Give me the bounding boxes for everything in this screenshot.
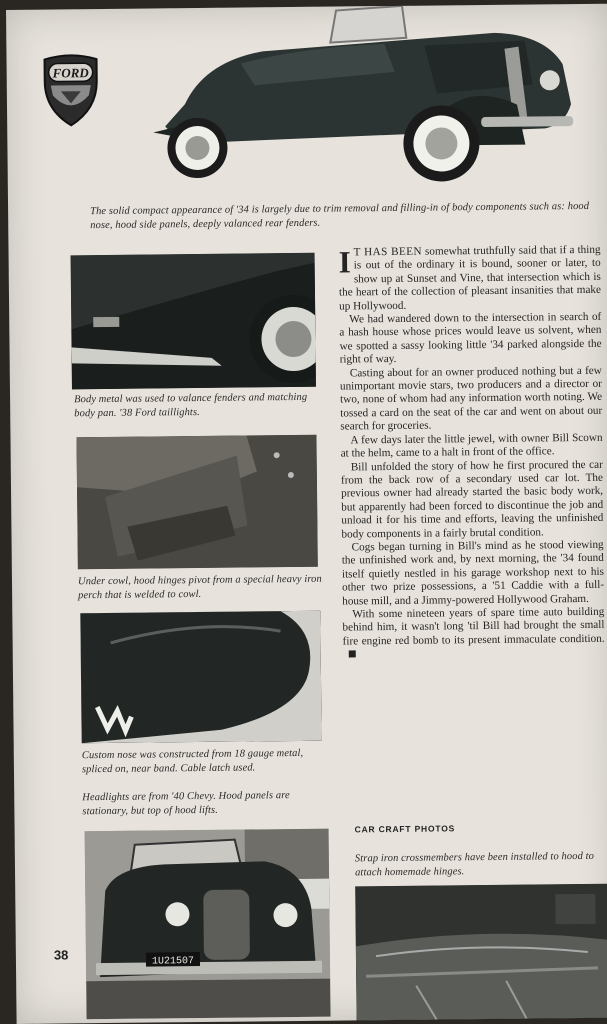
article-paragraph-5: Bill unfolded the story of how he first procured the car from the back row of a secondary used car lot. The previous owner had already started the basic body work, but apparently had been forced to discontinue the job and unload it for his time and efforts, leaving the unfinished body components in a fairly brutal condition. (340, 458, 604, 541)
article-paragraph-2: We had wandered down to the intersection in search of a hash house whose prices would leave us solvent, when we spotted a sassy looking little '34 parked alongside the right of way. (339, 310, 602, 366)
article-paragraph-1: I T HAS BEEN somewhat truthfully said that if a thing is out of the ordinary it is bound, sooner or later, to show up at Sunset and Vine, that intersection which is the heart of the collection of pleasant insanities that make up Hollywood. (338, 243, 602, 313)
front-caption: Headlights are from '40 Chevy. Hood panels are stationary, but top of hood lifts. (82, 790, 290, 818)
nose-caption: Custom nose was constructed from 18 gauge metal, spliced on, near band. Cable latch used. (81, 747, 304, 776)
hood-photo (355, 884, 607, 1021)
article-body (338, 244, 604, 662)
fender-caption: Body metal was used to valance fenders and matching body pan. '38 Ford taillights. (74, 391, 308, 420)
lead-in: T HAS BEEN (353, 245, 423, 259)
nose-photo (80, 611, 321, 744)
drop-cap: I (338, 244, 351, 280)
ford-badge-icon (38, 51, 103, 128)
end-mark (349, 651, 356, 658)
article-paragraph-6: Cogs began turning in Bill's mind as he stood viewing the unfinished work and, by next morning, the '34 found itself quietly nestled in his garage workshop next to his other two prize possessions, a '51 Caddie with a full-house mill, and a Jimmy-powered Hollywood Graham. (341, 538, 605, 608)
cowl-caption: Under cowl, hood hinges pivot from a special heavy iron perch that is welded to cowl. (77, 573, 322, 602)
photo-credit: CAR CRAFT PHOTOS (354, 823, 456, 835)
article-paragraph-3: Casting about for an owner produced nothing but a few unimportant movie stars, two producers and a director or two, none of whom had any information worth noting. We tossed a card on the seat of the car and went on about our search for groceries. (339, 364, 603, 433)
fender-photo (71, 253, 316, 390)
magazine-page (6, 4, 607, 1024)
article-paragraph-7: With some nineteen years of spare time auto building behind him, it wasn't long 'til Bill had brought the small fire engine red bomb to its present immaculate condition. (342, 606, 605, 662)
cowl-photo (76, 435, 317, 570)
hero-caption: The solid compact appearance of '34 is largely due to trim removal and filling-in of body components such as: hood nose, hood side panels, deeply valanced rear fenders. (90, 200, 590, 232)
front-car-photo (85, 829, 331, 1020)
hero-car-photo (144, 4, 578, 193)
logo-text: FORD (52, 65, 89, 81)
article-paragraph-4: A few days later the little jewel, with owner Bill Scown at the helm, came to a halt in front of the office. (340, 431, 603, 460)
hood-caption: Strap iron crossmembers have been installed to hood to attach homemade hinges. (354, 850, 595, 879)
license-plate: 1U21507 (151, 956, 195, 968)
page-number: 38 (53, 947, 69, 963)
